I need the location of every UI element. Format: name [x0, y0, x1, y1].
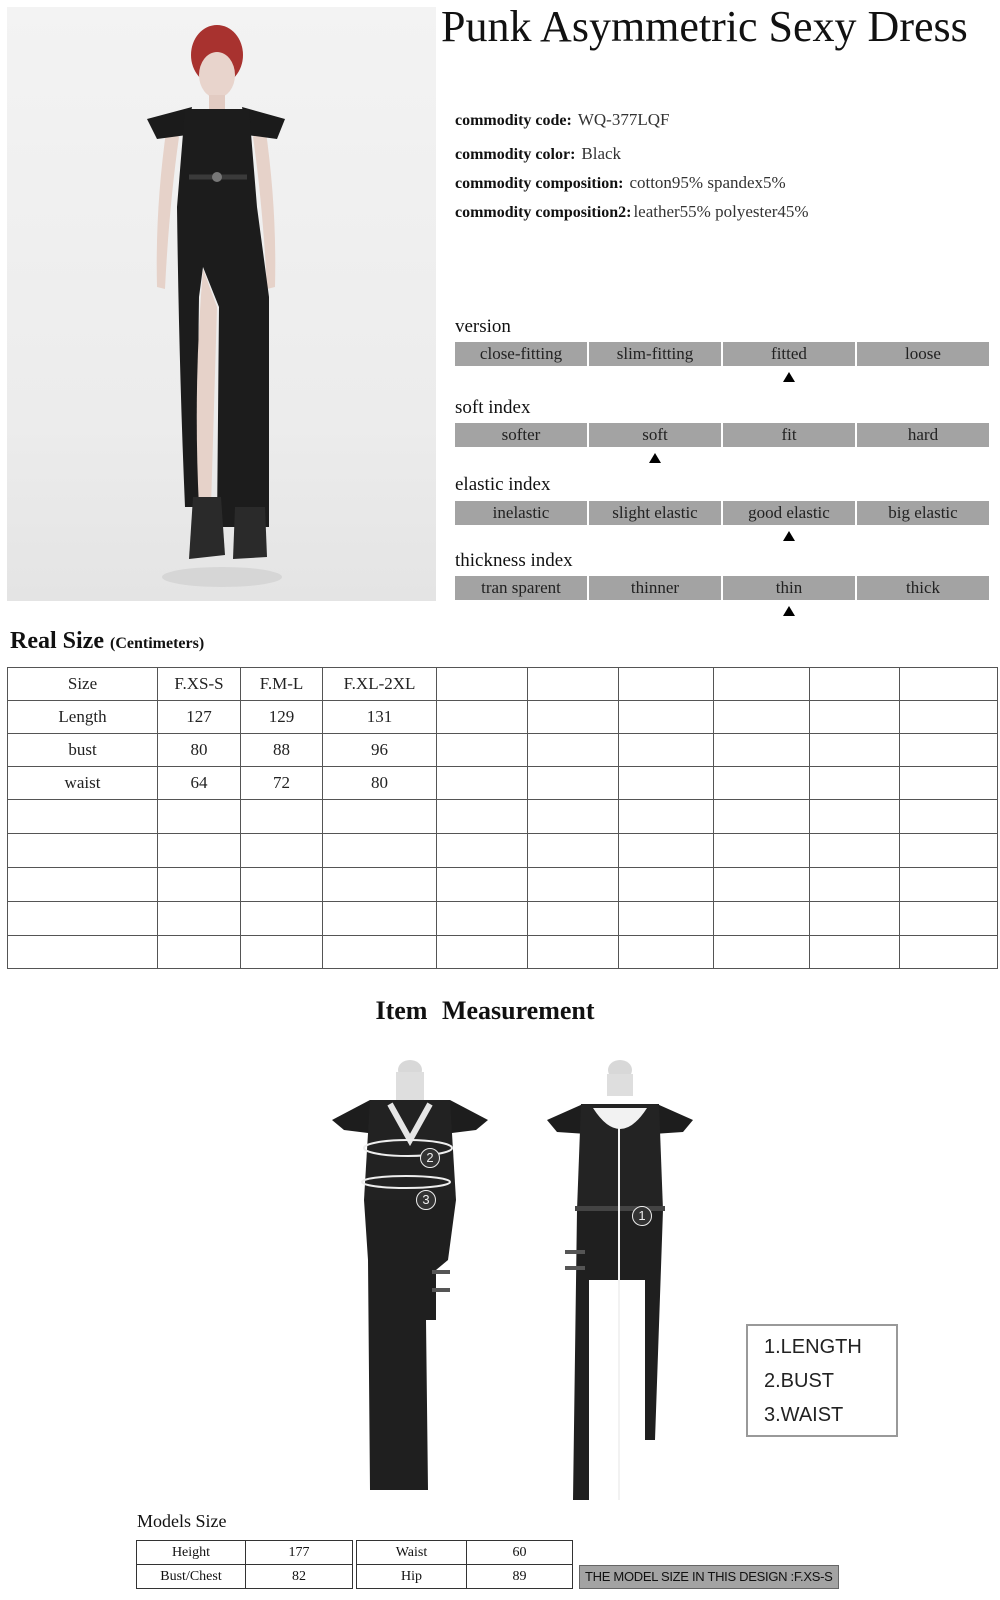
- table-cell: [8, 902, 158, 936]
- index-option-label: softer: [501, 425, 541, 444]
- table-cell: [8, 936, 158, 969]
- table-cell: bust: [8, 734, 158, 767]
- legend-waist: 3.WAIST: [764, 1404, 844, 1426]
- table-cell: [528, 767, 619, 800]
- table-cell: [528, 902, 619, 936]
- table-cell: 129: [241, 701, 323, 734]
- index-option: [589, 576, 721, 600]
- table-cell: [241, 902, 323, 936]
- table-cell: [810, 936, 900, 969]
- table-cell: [8, 868, 158, 902]
- table-cell: [900, 868, 998, 902]
- table-cell: 131: [323, 701, 437, 734]
- table-cell: [437, 868, 528, 902]
- table-cell: [528, 668, 619, 701]
- legend-length: 1.LENGTH: [764, 1336, 862, 1358]
- index-option-label: tran sparent: [481, 578, 561, 597]
- selected-marker-icon: [649, 453, 661, 463]
- index-option-label: inelastic: [492, 503, 550, 522]
- table-cell: [810, 834, 900, 868]
- spec-value: Black: [581, 144, 622, 163]
- table-cell: [437, 902, 528, 936]
- index-title: thickness index: [455, 550, 573, 571]
- table-cell: [528, 936, 619, 969]
- table-row: [137, 1565, 353, 1589]
- table-cell: 127: [158, 701, 241, 734]
- table-cell: [714, 868, 810, 902]
- index-option: [589, 501, 721, 525]
- spec-code: [455, 110, 669, 130]
- index-option: [723, 342, 855, 366]
- table-row: [8, 834, 998, 868]
- index-option-label: soft: [642, 425, 668, 444]
- product-title: Punk Asymmetric Sexy Dress: [441, 2, 968, 51]
- measurement-legend: [746, 1324, 898, 1437]
- table-cell: [900, 902, 998, 936]
- size-table: [7, 667, 998, 969]
- real-size-heading: [10, 628, 204, 655]
- table-row: [8, 902, 998, 936]
- index-option: [857, 423, 989, 447]
- table-cell: [714, 936, 810, 969]
- table-cell: [714, 800, 810, 834]
- table-cell: [528, 734, 619, 767]
- table-row: [8, 936, 998, 969]
- index-option: [455, 342, 587, 366]
- table-cell: [8, 834, 158, 868]
- index-option: [857, 576, 989, 600]
- index-title: version: [455, 316, 511, 337]
- spec-key: commodity color:: [455, 146, 576, 163]
- index-option: [857, 342, 989, 366]
- table-cell: [900, 701, 998, 734]
- table-cell: [900, 936, 998, 969]
- spec-value: leather55% polyester45%: [633, 202, 809, 221]
- spec-key: commodity composition2:: [455, 204, 632, 221]
- table-cell: [619, 902, 714, 936]
- models-size-title: Models Size: [137, 1511, 227, 1531]
- table-cell: [528, 868, 619, 902]
- table-cell: 80: [323, 767, 437, 800]
- index-option-label: thin: [775, 578, 803, 597]
- table-cell: [528, 701, 619, 734]
- table-cell: [619, 734, 714, 767]
- table-row: [357, 1541, 573, 1565]
- index-option-label: loose: [905, 344, 941, 363]
- table-cell: [810, 902, 900, 936]
- spec-key: commodity composition:: [455, 175, 624, 192]
- table-cell: [241, 800, 323, 834]
- table-cell: [437, 767, 528, 800]
- index-option: [723, 576, 855, 600]
- table-cell: [323, 902, 437, 936]
- table-cell: [714, 734, 810, 767]
- table-cell: [619, 701, 714, 734]
- model-photo: [7, 7, 436, 601]
- model-waist-value: 60: [467, 1541, 573, 1565]
- index-option-label: slight elastic: [612, 503, 698, 522]
- index-option: [723, 501, 855, 525]
- model-size-note: THE MODEL SIZE IN THIS DESIGN :F.XS-S: [579, 1565, 839, 1589]
- table-cell: [619, 834, 714, 868]
- index-option: [857, 501, 989, 525]
- index-option: [589, 423, 721, 447]
- table-cell: [810, 800, 900, 834]
- index-option: [455, 576, 587, 600]
- table-cell: F.XL-2XL: [323, 668, 437, 701]
- index-option-label: big elastic: [888, 503, 958, 522]
- table-cell: 80: [158, 734, 241, 767]
- table-cell: F.M-L: [241, 668, 323, 701]
- dress-back-diagram: [545, 1060, 695, 1510]
- selected-marker-icon: [783, 372, 795, 382]
- table-cell: 64: [158, 767, 241, 800]
- index-option: [589, 342, 721, 366]
- table-cell: [323, 834, 437, 868]
- table-cell: [619, 868, 714, 902]
- table-cell: [8, 800, 158, 834]
- table-cell: [619, 800, 714, 834]
- index-bar: [455, 501, 989, 525]
- table-cell: [437, 701, 528, 734]
- table-cell: [619, 936, 714, 969]
- model-waist-label: Waist: [357, 1541, 467, 1565]
- table-row: [8, 668, 998, 701]
- index-option-label: hard: [907, 425, 939, 444]
- table-cell: [437, 834, 528, 868]
- table-cell: [437, 800, 528, 834]
- model-height-label: Height: [137, 1541, 246, 1565]
- table-row: [137, 1541, 353, 1565]
- table-cell: waist: [8, 767, 158, 800]
- table-cell: F.XS-S: [158, 668, 241, 701]
- table-cell: [241, 936, 323, 969]
- table-cell: 96: [323, 734, 437, 767]
- index-option-label: fitted: [771, 344, 807, 363]
- table-cell: [619, 767, 714, 800]
- spec-value: WQ-377LQF: [577, 110, 670, 129]
- index-bar: [455, 576, 989, 600]
- table-row: [8, 800, 998, 834]
- spec-composition2: [455, 202, 809, 222]
- table-cell: [810, 668, 900, 701]
- table-cell: [714, 701, 810, 734]
- table-cell: [714, 767, 810, 800]
- index-option-label: fit: [781, 425, 797, 444]
- index-option: [455, 501, 587, 525]
- table-cell: [158, 868, 241, 902]
- index-option-label: slim-fitting: [616, 344, 694, 363]
- dress-front-diagram: [330, 1060, 490, 1510]
- table-cell: [810, 868, 900, 902]
- index-bar: [455, 342, 989, 366]
- table-cell: Size: [8, 668, 158, 701]
- table-cell: [900, 834, 998, 868]
- selected-marker-icon: [783, 531, 795, 541]
- model-height-value: 177: [246, 1541, 353, 1565]
- table-cell: [158, 834, 241, 868]
- marker-bust: 2: [420, 1148, 440, 1168]
- spec-composition: [455, 173, 786, 193]
- model-bust-label: Bust/Chest: [137, 1565, 246, 1589]
- selected-marker-icon: [783, 606, 795, 616]
- table-cell: [528, 800, 619, 834]
- real-size-title: Real Size: [10, 628, 104, 654]
- table-row: [8, 868, 998, 902]
- table-cell: 72: [241, 767, 323, 800]
- table-cell: [714, 902, 810, 936]
- table-cell: [714, 834, 810, 868]
- table-cell: [528, 834, 619, 868]
- index-option-label: close-fitting: [479, 344, 563, 363]
- model-bust-value: 82: [246, 1565, 353, 1589]
- table-cell: Length: [8, 701, 158, 734]
- index-title: soft index: [455, 397, 531, 418]
- table-cell: 88: [241, 734, 323, 767]
- table-cell: [437, 668, 528, 701]
- table-cell: [158, 902, 241, 936]
- models-size-table-left: [136, 1540, 353, 1589]
- table-cell: [437, 734, 528, 767]
- marker-length: 1: [632, 1206, 652, 1226]
- real-size-unit: (Centimeters): [109, 635, 205, 652]
- model-hip-value: 89: [467, 1565, 573, 1589]
- table-cell: [900, 800, 998, 834]
- table-cell: [810, 701, 900, 734]
- spec-color: [455, 144, 621, 164]
- spec-value: cotton95% spandex5%: [629, 173, 786, 192]
- table-row: [8, 767, 998, 800]
- table-row: [357, 1565, 573, 1589]
- marker-waist: 3: [416, 1190, 436, 1210]
- table-cell: [900, 668, 998, 701]
- index-option: [455, 423, 587, 447]
- table-cell: [323, 800, 437, 834]
- index-title: elastic index: [455, 474, 551, 495]
- table-cell: [619, 668, 714, 701]
- table-cell: [810, 734, 900, 767]
- legend-bust: 2.BUST: [764, 1370, 835, 1392]
- index-option-label: thick: [906, 578, 940, 597]
- index-option-label: thinner: [630, 578, 680, 597]
- table-cell: [323, 868, 437, 902]
- table-row: [8, 734, 998, 767]
- measurement-title: Item Measurement: [375, 996, 595, 1025]
- table-cell: [810, 767, 900, 800]
- table-cell: [241, 868, 323, 902]
- table-cell: [714, 668, 810, 701]
- table-cell: [900, 734, 998, 767]
- table-cell: [158, 800, 241, 834]
- table-cell: [437, 936, 528, 969]
- table-row: [8, 701, 998, 734]
- model-hip-label: Hip: [357, 1565, 467, 1589]
- table-cell: [900, 767, 998, 800]
- table-cell: [241, 834, 323, 868]
- table-cell: [323, 936, 437, 969]
- spec-key: commodity code:: [455, 112, 572, 129]
- index-bar: [455, 423, 989, 447]
- models-size-table-right: [356, 1540, 573, 1589]
- index-option: [723, 423, 855, 447]
- table-cell: [158, 936, 241, 969]
- index-option-label: good elastic: [748, 503, 830, 522]
